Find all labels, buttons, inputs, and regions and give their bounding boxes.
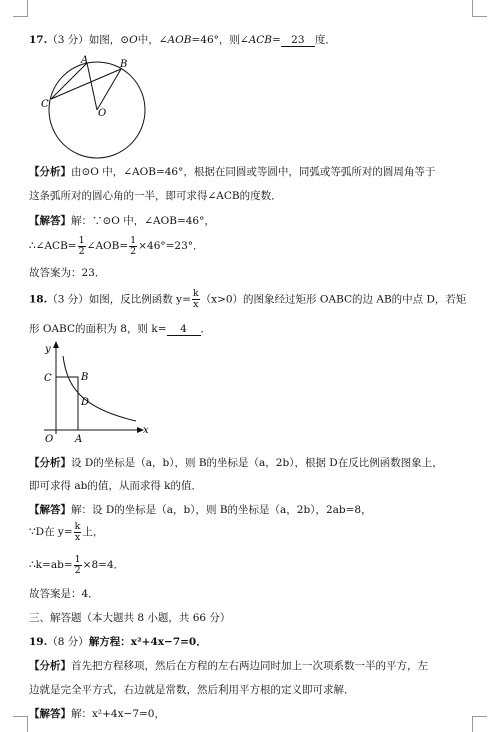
q18-solution-line-1	[29, 503, 372, 517]
q18-label-b: B	[81, 372, 89, 383]
q17-score: （3 分）	[47, 34, 89, 46]
q19-number: 19.	[29, 636, 48, 648]
section-3-heading: 三、解答题（本大题共 8 小题，共 66 分）	[29, 612, 231, 624]
corner-mark-top-left	[13, 0, 28, 17]
q17-label-b: B	[120, 59, 128, 70]
q17-stem	[29, 33, 336, 47]
q18-solution-text: 解：设 D的坐标是（a，b），则 B的坐标是（a，2b），2ab=8，	[71, 504, 372, 516]
frac-numerator: 1	[78, 234, 85, 246]
q17-radius-oa	[87, 63, 97, 110]
q17-analysis-line-2: 这条弧所对的圆心角的一半，即可求得∠ACB的度数．	[29, 190, 282, 202]
q17-chord-ca	[51, 63, 87, 99]
frac-numerator: 1	[130, 234, 137, 246]
q19-score: （8 分）	[47, 636, 89, 648]
q17-circle-figure	[36, 50, 166, 160]
q18-stem-text: （x>0）的图象经过矩形 OABC的边 AB的中点 D，若矩	[200, 293, 467, 306]
q18-stem-text: 如图，反比例函数 y=	[88, 293, 191, 306]
q18-stem-line-2	[29, 322, 211, 336]
q18-sol-text: ∴k=ab=	[29, 559, 73, 571]
q19-solution-line-1	[29, 707, 165, 721]
q17-circle-name: O	[129, 34, 138, 46]
q18-label-d: D	[81, 397, 90, 408]
q18-solution-line-2	[29, 520, 103, 544]
q17-number: 17.	[29, 34, 48, 46]
q18-final-answer: 故答案是：4．	[29, 588, 99, 600]
q17-angle-acb: ACB	[248, 34, 273, 46]
q18-sol-text: 上，	[82, 526, 104, 538]
q19-analysis-text: 首先把方程移项，然后在方程的左右两边同时加上一次项系数一半的平方，左	[71, 660, 428, 672]
q18-solution-line-3	[29, 553, 124, 577]
frac-numerator: k	[192, 288, 199, 299]
q17-analysis-text: 由⊙O 中，∠AOB=46°，根据在同圆或等圆中，同弧或等弧所对的圆周角等于	[71, 166, 436, 178]
q17-solution-text: 解：∵⊙O 中，∠AOB=46°，	[71, 215, 215, 227]
q17-sol-text: ∠AOB=	[86, 240, 129, 252]
q18-stem-line-1	[29, 289, 466, 310]
q17-unit: 度．	[314, 34, 336, 46]
q18-graph-figure	[40, 338, 160, 448]
q19-analysis-line-2: 边就是完全平方式，右边就是常数，然后利用平方根的定义即可求解．	[29, 684, 355, 696]
q18-analysis-line-2: 即可求得 ab的值，从而求得 k的值．	[29, 480, 203, 492]
corner-mark-bottom-right	[472, 716, 487, 732]
q17-stem-text: 如图，⊙	[88, 34, 130, 46]
frac-denominator: x	[193, 299, 199, 310]
q17-label-a: A	[81, 55, 89, 66]
q18-label-c: C	[44, 373, 52, 384]
q18-analysis-line-1	[29, 456, 443, 470]
frac-denominator: 2	[74, 564, 81, 576]
q19-solution-text: 解：x²+4x−7=0，	[71, 708, 165, 720]
frac-denominator: 2	[78, 245, 85, 257]
q17-chord-cb	[51, 69, 121, 99]
q17-stem-text: 中，∠	[137, 34, 168, 46]
q18-analysis-text: 设 D的坐标是（a，b），则 B的坐标是（a，2b），根据 D在反比例函数图象上，	[71, 457, 443, 469]
q17-solution-line-1	[29, 214, 215, 228]
q17-final-answer: 故答案为：23．	[29, 267, 106, 279]
q17-solution-line-2	[29, 234, 204, 258]
q19-analysis-tag: 【分析】	[29, 660, 71, 672]
corner-mark-top-right	[472, 0, 487, 17]
q17-fraction-half-2	[129, 236, 137, 257]
q19-stem	[29, 635, 207, 649]
q18-label-x: x	[143, 425, 149, 436]
frac-numerator: k	[74, 520, 81, 532]
q17-fraction-half-1	[78, 236, 86, 257]
q17-answer: 23	[281, 34, 315, 47]
q17-label-o: O	[98, 108, 107, 119]
q18-label-y: y	[45, 344, 51, 355]
q18-sol-text: ×8=4．	[82, 559, 125, 571]
q17-analysis-line-1	[29, 165, 435, 179]
q17-stem-text: =46°，则∠	[191, 34, 249, 46]
q17-analysis-tag: 【分析】	[29, 166, 71, 178]
q17-sol-text: ∴∠ACB=	[29, 240, 77, 252]
corner-mark-bottom-left	[13, 716, 28, 732]
q19-analysis-line-1	[29, 659, 428, 673]
q18-stem-text: 形 OABC的面积为 8，则 k=	[29, 323, 167, 335]
q18-y-axis-arrow	[53, 341, 59, 348]
frac-denominator: x	[74, 531, 81, 543]
q19-stem-text: 解方程：x²+4x−7=0．	[88, 636, 207, 648]
q17-sol-text: ×46°=23°．	[138, 240, 204, 252]
q18-answer: 4	[167, 323, 201, 336]
frac-denominator: 2	[130, 245, 137, 257]
q18-number: 18.	[29, 293, 48, 306]
q18-score: （3 分）	[47, 293, 89, 306]
q17-label-c: C	[41, 99, 49, 110]
q17-radius-ob	[97, 69, 121, 110]
frac-numerator: 1	[74, 553, 81, 565]
q18-fraction-k-over-x	[192, 289, 200, 310]
q18-label-o: O	[45, 434, 54, 445]
q18-analysis-tag: 【分析】	[29, 457, 71, 469]
q17-stem-text: =	[272, 34, 281, 46]
q18-hyperbola-curve	[63, 356, 136, 421]
q18-fraction-k-over-x-2	[74, 522, 82, 543]
q17-angle-aob: AOB	[167, 34, 192, 46]
q18-sol-text: ∵D在 y=	[29, 526, 73, 538]
q18-fraction-half	[74, 555, 82, 576]
q18-stem-text: ．	[200, 323, 211, 335]
q18-rectangle-oabc	[56, 377, 78, 430]
q18-solution-tag: 【解答】	[29, 504, 71, 516]
q19-solution-tag: 【解答】	[29, 708, 71, 720]
q17-solution-tag: 【解答】	[29, 215, 71, 227]
q18-label-a: A	[75, 434, 83, 445]
